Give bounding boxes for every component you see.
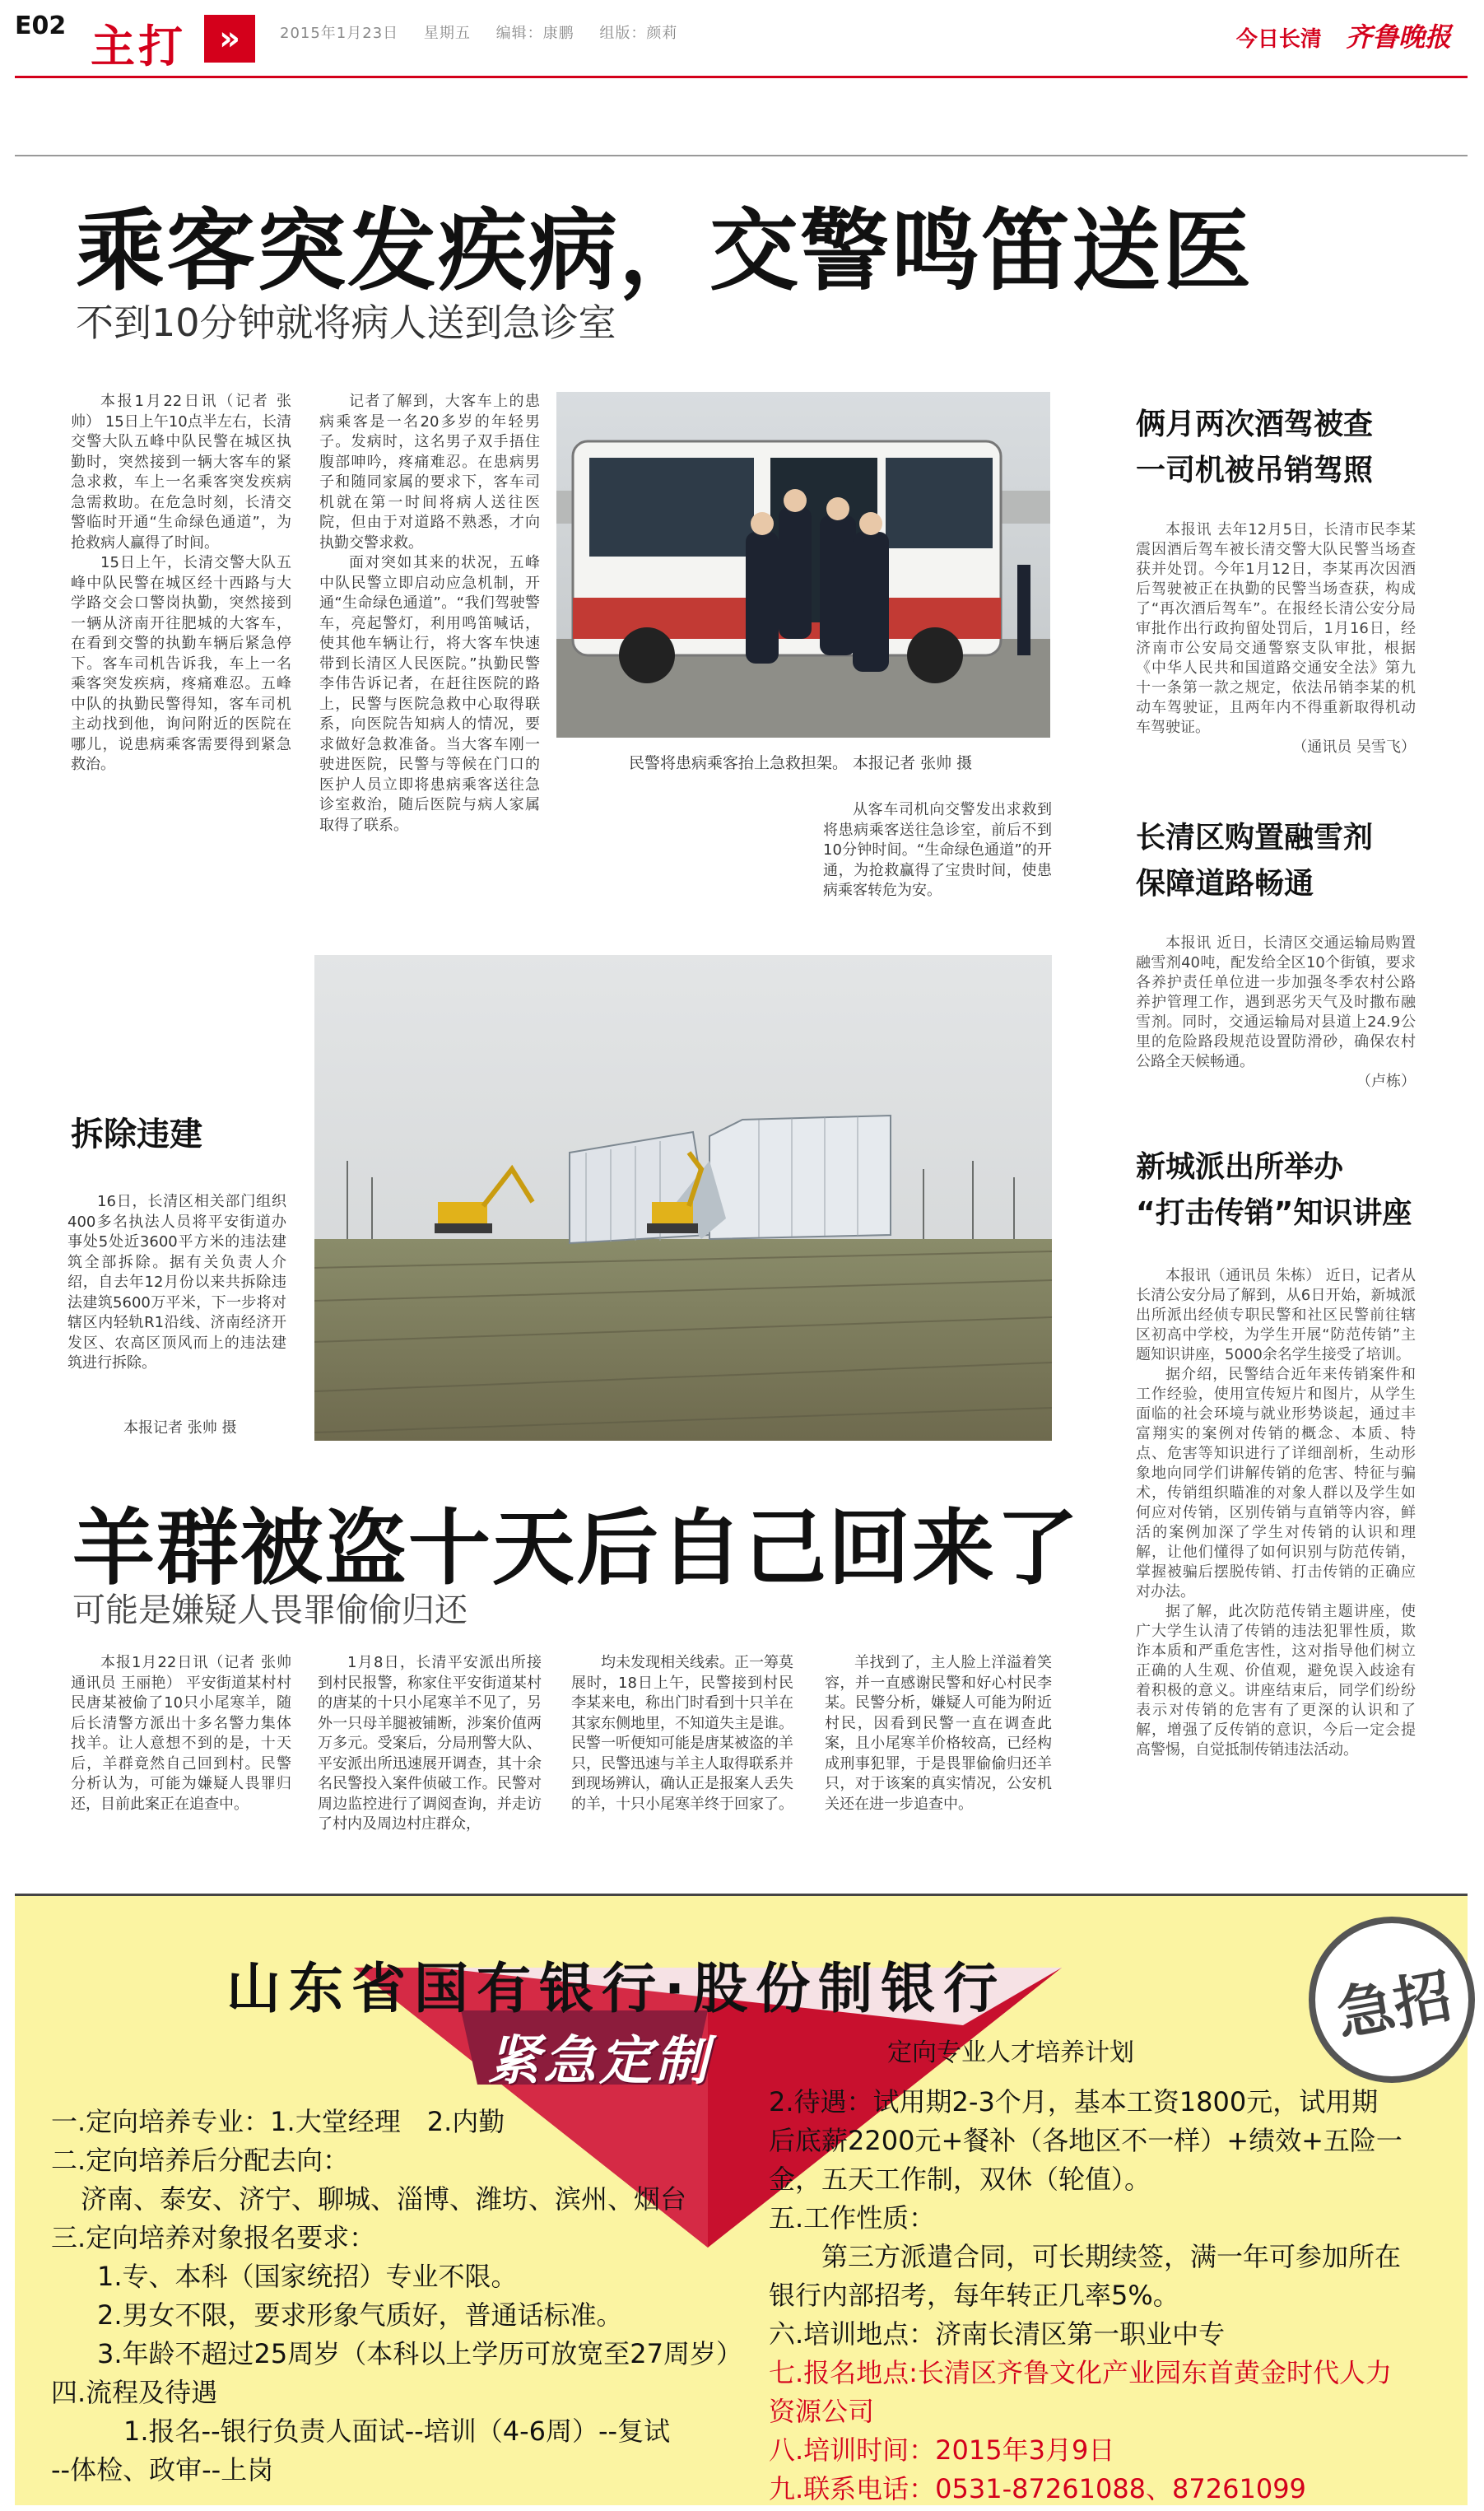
paragraph: 据介绍，民警结合近年来传销案件和工作经验，使用宣传短片和图片，从学生面临的社会环境与就业形势谈起，通过丰富翔实的案例对传销的概念、本质、特点、危害等知识进行了详细剖析，生动形象地向同学们讲解传销的危害、特征与骗术，传销组织瞄准的对象人群以及学生如何应对传销，区别传销与直销等内容，鲜活的案例加深了学生对传销的认识和理解，让他们懂得了如何识别与防范传销，掌握被骗后摆脱传销、打击传销的正确应对办法。 [1136, 1366, 1416, 1600]
paragraph: 据了解，此次防范传销主题讲座，使广大学生认清了传销的违法犯罪性质，欺诈本质和严重危害性，这对指导他们树立正确的人生观、价值观，避免误入歧途有着积极的意义。讲座结束后，同学们纷纷表示对传销的危害有了更深的认识和了解，增强了反传销的意识，今后一定会提高警惕，自觉抵制传销违法活动。 [1136, 1603, 1416, 1759]
bus-photo [556, 392, 1050, 738]
ad-line: 3.年龄不超过25周岁（本科以上学历可放宽至27周岁） [97, 2338, 742, 2369]
ad-line: 1.专、本科（国家统招）专业不限。 [97, 2261, 518, 2292]
ad-line: --体检、政审--上岗 [51, 2454, 274, 2485]
main-story-col2 [319, 392, 540, 902]
side-story2-title [1136, 815, 1373, 907]
side-story2-text [1136, 934, 1416, 1123]
sheep-col1 [71, 1653, 291, 1875]
ad-line: 六.培训地点：济南长清区第一职业中专 [769, 2318, 1226, 2350]
ad-line: 五.工作性质： [769, 2202, 936, 2234]
paragraph: 本报讯 近日，长清区交通运输局购置融雪剂40吨，配发给全区10个街镇，要求各养护责任单位进一步加强冬季农村公路养护管理工作，遇到恶劣天气及时撒布融雪剂。同时，交通运输局对县道上24.9公里的危险路段规范设置防滑砂，确保农村公路全天候畅通。 [1136, 934, 1416, 1070]
ad-plan: 定向专业人才培养计划 [887, 2038, 1134, 2067]
paragraph: 记者了解到，大客车上的患病乘客是一名20多岁的年轻男子。发病时，这名男子双手捂住腹部呻吟，疼痛难忍。在患病男子和随同家属的要求下，客车司机就在第一时间将病人送往医院，但由于对道路不熟悉，才向执勤交警求救。 [319, 393, 540, 552]
title-line: 长清区购置融雪剂 [1136, 821, 1374, 855]
side-story3-title [1136, 1144, 1412, 1237]
demolition-title: 拆除违建 [71, 1116, 202, 1153]
paragraph: 1月8日，长清平安派出所接到村民报警，称家住平安街道某村的唐某的十只小尾寒羊不见了，另外一只母羊腿被铺断，涉案价值两万多元。受案后，分局刑警大队、平安派出所迅速展开调查，其十余名民警投入案件侦破工作。民警对周边监控进行了调阅查询，并走访了村内及周边村庄群众， [318, 1654, 542, 1833]
side-story3-text [1136, 1266, 1416, 1875]
ad-line: 七.报名地点:长清区齐鲁文化产业园东首黄金时代人力 [769, 2357, 1392, 2388]
paragraph: 本报讯 去年12月5日，长清市民李某震因酒后驾车被长清交警大队民警当场查获并处罚。今年1月12日，李某再次因酒后驾驶被正在执勤的民警当场查获，构成了“再次酒后驾车”。在报经长清公安分局审批作出行政拘留处罚后，1月16日，经济南市公安局交通警察支队审批，根据《中华人民共和国道路交通安全法》第九十一条第一款之规定，依法吊销李某的机动车驾驶证，且两年内不得重新取得机动车驾驶证。 [1136, 521, 1416, 736]
paragraph: 本报讯（通讯员 朱栋） 近日，记者从长清公安分局了解到，从6日开始，新城派出所派出经侦专职民警和社区民警前往辖区初高中学校，为学生开展“防范传销”主题知识讲座，5000余名学生接受了培训。 [1136, 1267, 1416, 1363]
ad-line: 资源公司 [769, 2396, 875, 2427]
ad-line: 八.培训时间：2015年3月9日 [769, 2434, 1115, 2466]
sheep-col3 [571, 1653, 793, 1875]
ad-line: 2.待遇：试用期2-3个月，基本工资1800元，试用期 [769, 2086, 1379, 2117]
sheep-col2 [318, 1653, 542, 1875]
edition-name: 今日长清 [1235, 27, 1322, 52]
main-subheadline: 不到10分钟就将病人送到急诊室 [76, 300, 616, 345]
header-rule [15, 76, 1468, 78]
ad-left-column [51, 2103, 775, 2490]
ad-urgent-label: 紧急定制 [487, 2031, 711, 2092]
credit: （通讯员 吴雪飞） [1292, 738, 1416, 756]
ad-line: 一.定向培养专业：1.大堂经理 2.内勤 [51, 2106, 505, 2137]
side-story1-text [1136, 520, 1416, 792]
section-arrow-icon: » [204, 15, 255, 63]
urgent-stamp-text: 急招 [1331, 1962, 1458, 2049]
ad-line: 2.男女不限，要求形象气质好，普通话标准。 [97, 2299, 623, 2331]
ad-line: 金，五天工作制，双休（轮值）。 [769, 2164, 1151, 2195]
issue-meta [280, 21, 697, 43]
section-title: 主打 [91, 21, 186, 72]
paragraph: 15日上午，长清交警大队五峰中队民警在城区经十西路与大学路交会口警岗执勤，突然接到一辆从济南开往肥城的大客车，在看到交警的执勤车辆后紧急停下。客车司机告诉我，车上一名乘客突发疾病，疼痛难忍。五峰中队的执勤民警得知，客车司机主动找到他，询问附近的医院在哪儿，说患病乘客需要得到紧急救治。 [71, 554, 291, 773]
ad-line: 三.定向培养对象报名要求： [51, 2222, 376, 2253]
ad-line: 第三方派遣合同，可长期续签，满一年可参加所在 [769, 2241, 1402, 2272]
title-line: “打击传销”知识讲座 [1136, 1196, 1412, 1230]
paragraph: 从客车司机向交警发出求救到将患病乘客送往急诊室，前后不到10分钟时间。“生命绿色通道”的开通，为抢救赢得了宝贵时间，使患病乘客转危为安。 [823, 801, 1052, 899]
demolition-credit: 本报记者 张帅 摄 [123, 1419, 237, 1437]
edition-header [1236, 16, 1451, 54]
paragraph: 16日，长清区相关部门组织400多名执法人员将平安街道办事处5处近3600平方米的违法建筑全部拆除。据有关负责人介绍，自去年12月份以来共拆除违法建筑5600万平米，下一步将对辖区内轻轨R1沿线、济南经济开发区、农高区顶风而上的违法建筑进行拆除。 [67, 1193, 286, 1372]
title-line: 俩月两次酒驾被查 [1136, 408, 1374, 441]
divider-rule [15, 155, 1468, 156]
title-line: 新城派出所举办 [1136, 1150, 1344, 1184]
issue-layout: 组版：颜莉 [599, 25, 678, 42]
side-story1-title [1136, 402, 1373, 494]
ad-title: 山东省国有银行·股份制银行 [226, 1957, 1007, 2020]
ad-line: 九.联系电话：0531-87261088、87261099 [769, 2473, 1306, 2504]
paragraph: 本报1月22日讯（记者 张帅 通讯员 王丽艳） 平安街道某村村民唐某被偷了10只小尾寒羊，随后长清警方派出十多名警力集体找羊。让人意想不到的是，十天后，羊群竟然自己回到村。民警分析认为，可能为嫌疑人畏罪归还，目前此案正在追查中。 [71, 1654, 291, 1813]
main-story-col3 [823, 800, 1052, 902]
title-line: 一司机被吊销驾照 [1136, 454, 1374, 487]
ad-line: 后底薪2200元+餐补（各地区不一样）+绩效+五险一 [769, 2125, 1403, 2156]
demolition-photo [314, 955, 1052, 1441]
sheep-col4 [825, 1653, 1052, 1875]
main-headline: 乘客突发疾病，交警鸣笛送医 [76, 200, 1254, 303]
sheep-subheadline: 可能是嫌疑人畏罪偷偷归还 [72, 1591, 468, 1629]
ad-line: 银行内部招考，每年转正几率5%。 [769, 2280, 1179, 2311]
ad-line: 1.报名--银行负责人面试--培训（4-6周）--复试 [123, 2415, 671, 2447]
paragraph: 本报1月22日讯（记者 张帅） 15日上午10点半左右，长清交警大队五峰中队民警在城区执勤时，突然接到一辆大客车的紧急求救，车上一名乘客突发疾病急需救助。在危急时刻，长清交警临时开通“生命绿色通道”，为抢救病人赢得了时间。 [71, 393, 291, 552]
paragraph: 面对突如其来的状况，五峰中队民警立即启动应急机制，开通“生命绿色通道”。“我们驾驶警车，亮起警灯，利用鸣笛喊话，使其他车辆让行，将大客车快速带到长清区人民医院。”执勤民警李伟告诉记者，在赶往医院的路上，民警与医院急救中心取得联系，向医院告知病人的情况，要求做好急救准备。当大客车刚一驶进医院，民警与等候在门口的医护人员立即将患病乘客送往急诊室救治，随后医院与病人家属取得了联系。 [319, 554, 540, 834]
ad-line: 二.定向培养后分配去向： [51, 2145, 350, 2176]
paragraph: 羊找到了，主人脸上洋溢着笑容，并一直感谢民警和好心村民李某。民警分析，嫌疑人可能为附近村民，因看到民警一直在调查此案，且小尾寒羊价格较高，已经构成刑事犯罪，于是畏罪偷偷归还羊只，对于该案的真实情况，公安机关还在进一步追查中。 [825, 1654, 1052, 1813]
main-story-col1 [71, 392, 291, 902]
paper-logo: 齐鲁晚报 [1345, 21, 1451, 53]
bus-photo-caption: 民警将患病乘客抬上急救担架。 本报记者 张帅 摄 [629, 754, 973, 772]
issue-editor: 编辑：康鹏 [495, 25, 575, 42]
issue-weekday: 星期五 [423, 25, 471, 42]
title-line: 保障道路畅通 [1136, 867, 1314, 901]
ad-line: 四.流程及待遇 [51, 2377, 218, 2408]
issue-date: 2015年1月23日 [280, 25, 399, 42]
page-number: E02 [15, 12, 67, 40]
demolition-text [67, 1192, 286, 1406]
paragraph: 均未发现相关线索。正一筹莫展时，18日上午，民警接到村民李某来电，称出门时看到十只羊在其家东侧地里，不知道失主是谁。民警一听便知可能是唐某被盗的羊只，民警迅速与羊主人取得联系并到现场辨认，确认正是报案人丢失的羊，十只小尾寒羊终于回家了。 [571, 1654, 793, 1813]
ad-line: 济南、泰安、济宁、聊城、淄博、潍坊、滨州、烟台 [81, 2183, 687, 2215]
ad-right-column [769, 2083, 1452, 2509]
sheep-headline: 羊群被盗十天后自己回来了 [72, 1500, 1080, 1596]
credit: （卢栋） [1356, 1073, 1416, 1090]
